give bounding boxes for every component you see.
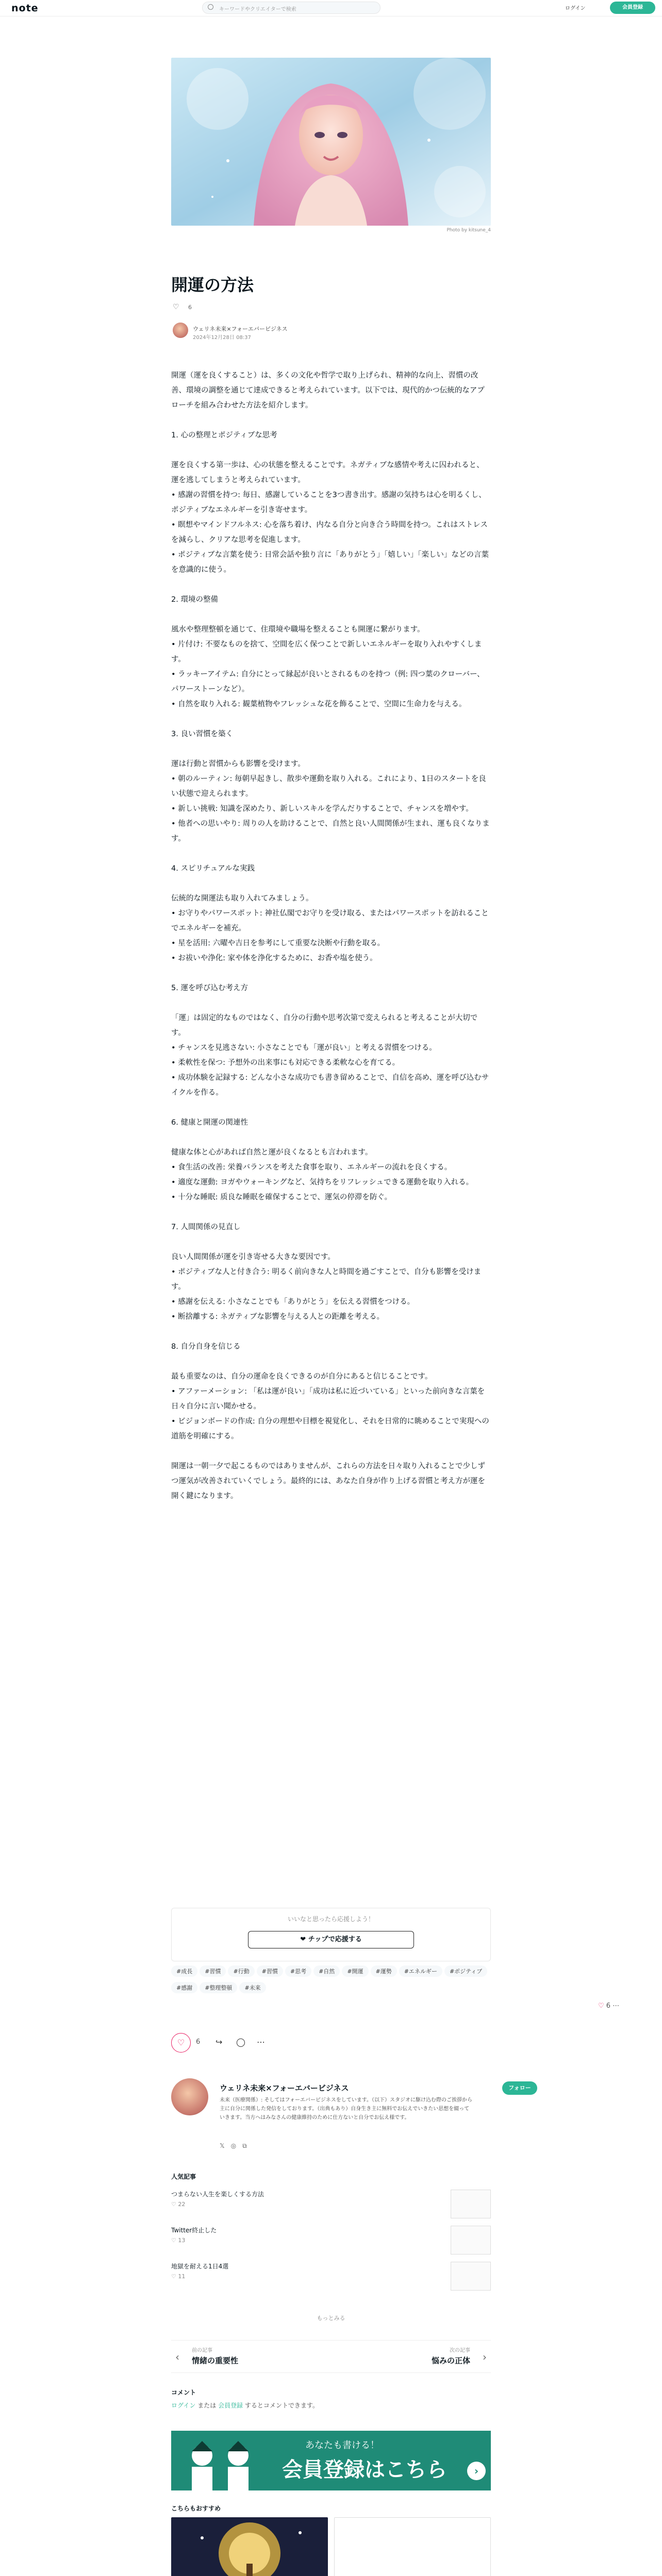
- heart-icon: ♡: [598, 2002, 604, 2010]
- paragraph: 伝統的な開運法も取り入れてみましょう。: [171, 894, 313, 903]
- paragraph: • 朝のルーティン: 毎朝早起きし、散歩や運動を取り入れる。これにより、1日のスタートを良い状態で迎えられます。: [171, 775, 486, 798]
- comment-login-prompt: [171, 2401, 491, 2410]
- paragraph: 運は行動と習慣からも影響を受けます。: [171, 760, 305, 768]
- list-item[interactable]: [171, 2190, 491, 2221]
- tag-chip[interactable]: #整理整頓: [200, 1982, 237, 1993]
- spacer: [171, 712, 491, 727]
- like-button[interactable]: ♡: [171, 2033, 191, 2053]
- paragraph: • 適度な運動: ヨガやウォーキングなど、気持ちをリフレッシュできる運動を取り入れる。: [171, 1178, 474, 1187]
- share-icon[interactable]: ↪: [216, 2037, 223, 2047]
- search-icon: [208, 4, 213, 10]
- paragraph: • 自然を取り入れる: 観葉植物やフレッシュな花を飾ることで、空間に生命力を与える。: [171, 700, 467, 708]
- profile-description: 未来（医療関係）: そしてはフォーエバービジネスをしています。（以下）スタジオに駆け込む際のご挨拶から主に自分に関係した発信をしております。（出典もあり）自身生き主に無料でお伝えでいきたい思想を綴っていきます。当方へはみなさんの健康維持のために仕方ないと自分でお伝え様です。: [220, 2097, 472, 2121]
- floating-like[interactable]: ♡ 6 ⋯: [598, 2002, 620, 2010]
- paragraph: • アファーメーション: 「私は運が良い」「成功は私に近づいている」といった前向きな言葉を日々自分に言い聞かせる。: [171, 1387, 485, 1411]
- spacer: [171, 742, 491, 757]
- comment-login-link[interactable]: ログイン: [171, 2402, 196, 2409]
- paragraph: 6. 健康と開運の関連性: [171, 1118, 248, 1127]
- recommend-card[interactable]: [171, 2517, 328, 2576]
- tag-list: [171, 1965, 491, 1998]
- paragraph: 4. スピリチュアルな実践: [171, 865, 255, 873]
- profile-name[interactable]: ウェリネ未来×フォーエバービジネス: [220, 2083, 349, 2093]
- tag-chip[interactable]: #感謝: [171, 1982, 197, 1993]
- login-link[interactable]: ログイン: [565, 6, 586, 11]
- paragraph: 運を良くする第一歩は、心の状態を整えることです。ネガティブな感情や考えに囚われると、運を逃してしまうと考えられています。: [171, 461, 484, 484]
- arrow-right-icon[interactable]: ›: [467, 2462, 486, 2480]
- spacer: [171, 846, 491, 861]
- next-article-link[interactable]: 悩みの正体: [431, 2356, 470, 2365]
- like-count-bottom: 6: [196, 2038, 201, 2046]
- support-box: [171, 1908, 491, 1961]
- spacer: [171, 996, 491, 1011]
- paragraph: 2. 環境の整備: [171, 596, 218, 604]
- paragraph: • 成功体験を記録する: どんな小さな成功でも書き留めることで、自信を高め、運を呼び込むサイクルを作る。: [171, 1074, 489, 1097]
- signup-banner[interactable]: [171, 2431, 491, 2490]
- tag-chip[interactable]: #習慣: [200, 1965, 226, 1977]
- top-header: [0, 0, 662, 16]
- paragraph: • ビジョンボードの作成: 自分の理想や目標を視覚化し、それを日常的に眺めることで実現への道筋を明確にする。: [171, 1417, 489, 1440]
- floating-like-count: 6: [606, 2002, 611, 2010]
- comment-register-link[interactable]: 会員登録: [218, 2402, 243, 2409]
- author-avatar[interactable]: [173, 323, 188, 338]
- paragraph: 8. 自分自身を信じる: [171, 1343, 241, 1351]
- paragraph: 5. 運を呼び込む考え方: [171, 984, 248, 992]
- prev-article-link[interactable]: 情緒の重要性: [192, 2356, 239, 2365]
- paragraph: • ポジティブな言葉を使う: 日常会話や独り言に「ありがとう」「嬉しい」「楽しい」などの言葉を意識的に使う。: [171, 551, 489, 574]
- paragraph: • 十分な睡眠: 质良な睡眠を確保することで、運気の停滞を防ぐ。: [171, 1193, 392, 1201]
- search-placeholder: キーワードやクリエイターで検索: [219, 7, 296, 12]
- paragraph: 「運」は固定的なものではなく、自分の行動や思考次第で変えられると考えることが大切です。: [171, 1014, 478, 1037]
- spacer: [171, 1130, 491, 1145]
- item-likes: ♡ 22: [171, 2201, 186, 2208]
- comment-rest-text: するとコメントできます。: [244, 2402, 319, 2409]
- spacer: [171, 966, 491, 981]
- paragraph: • 星を活用: 六曜や吉日を参考にして重要な決断や行動を取る。: [171, 939, 385, 947]
- article-title: 開運の方法: [171, 275, 254, 295]
- paragraph: • チャンスを見逃さない: 小さなことでも「運が良い」と考える習慣をつける。: [171, 1044, 437, 1052]
- paragraph: 開運（運を良くすること）は、多くの文化や哲学で取り上げられ、精神的な向上、習慣の改善、環境の調整を通じて達成できると考えられています。以下では、現代的かつ伝統的なアプローチを組み合わせた方法を紹介します。: [171, 371, 485, 410]
- recommend-heading: こちらもおすすめ: [171, 2505, 221, 2512]
- spacer: [171, 876, 491, 891]
- paragraph: 健康な体と心があれば自然と運が良くなるとも言われます。: [171, 1148, 373, 1157]
- item-title: Twitter終止した: [171, 2227, 217, 2234]
- more-icon[interactable]: ⋯: [257, 2037, 265, 2047]
- chevron-left-icon[interactable]: ‹: [175, 2351, 179, 2363]
- follow-button[interactable]: フォロー: [502, 2081, 537, 2095]
- item-thumbnail: [451, 2190, 491, 2218]
- article-body: [171, 368, 491, 1504]
- paragraph: • 柔軟性を保つ: 予想外の出来事にも対応できる柔軟な心を育てる。: [171, 1059, 400, 1067]
- spacer: [171, 607, 491, 622]
- publish-date: 2024年12月28日 08:37: [193, 335, 251, 341]
- paragraph: • 感謝を伝える: 小さなことでも「ありがとう」を伝える習慣をつける。: [171, 1298, 415, 1306]
- register-button[interactable]: 会員登録: [610, 2, 655, 14]
- spacer: [171, 443, 491, 458]
- tag-chip[interactable]: #行動: [228, 1965, 254, 1977]
- paragraph: • 食生活の改善: 栄養バランスを考えた食事を取り、エネルギーの流れを良くする。: [171, 1163, 452, 1172]
- tag-chip[interactable]: #運勢: [371, 1965, 397, 1977]
- card-image: [334, 2517, 491, 2576]
- hero-image: [171, 58, 491, 226]
- paragraph: 1. 心の整理とポジティブな思考: [171, 431, 277, 439]
- banner-subtitle: あなたも書ける！: [305, 2440, 379, 2451]
- search-input[interactable]: [202, 2, 380, 14]
- paragraph: 良い人間関係が運を引き寄せる大きな要因です。: [171, 1253, 335, 1261]
- paragraph: • ポジティブな人と付き合う: 明るく前向きな人と時間を過ごすことで、自分も影響を受けます。: [171, 1268, 482, 1291]
- item-thumbnail: [451, 2262, 491, 2291]
- tag-chip[interactable]: #習慣: [257, 1965, 283, 1977]
- spacer: [171, 1100, 491, 1115]
- comments-section: [171, 2388, 491, 2410]
- spacer: [171, 413, 491, 428]
- note-logo[interactable]: note: [11, 3, 39, 14]
- paragraph: 開運は一朝一夕で起こるものではありませんが、これらの方法を日々取り入れることで少しずつ運気が改善されていくでしょう。最終的には、あなた自身が作り上げる習慣と考え方が運を開く鍵になります。: [171, 1462, 485, 1500]
- chevron-right-icon[interactable]: ›: [483, 2351, 487, 2363]
- item-title: 地獄を耐える1日4選: [171, 2263, 229, 2270]
- social-icons: [220, 2142, 253, 2150]
- tag-chip[interactable]: #思考: [285, 1965, 311, 1977]
- tag-chip[interactable]: #エネルギー: [399, 1965, 442, 1977]
- card-image: [171, 2517, 328, 2576]
- x-icon[interactable]: 𝕏: [220, 2142, 231, 2149]
- popular-list: [171, 2172, 491, 2280]
- item-title: つまらない人生を楽しくする方法: [171, 2191, 264, 2198]
- paragraph: • 断捨離する: ネガティブな影響を与える人との距離を考える。: [171, 1313, 384, 1321]
- paragraph: • 感謝の習慣を持つ: 毎日、感謝していることを3つ書き出す。感謝の気持ちは心を明るくし、ポジティブなエネルギーを引き寄せます。: [171, 491, 486, 514]
- spacer: [171, 1235, 491, 1250]
- link-icon[interactable]: ⧉: [242, 2142, 253, 2149]
- or-text: または: [197, 2402, 217, 2409]
- paragraph: 7. 人間関係の見直し: [171, 1223, 241, 1231]
- paragraph: • 新しい挑戦: 知識を深めたり、新しいスキルを学んだりすることで、チャンスを増やす。: [171, 805, 473, 813]
- paragraph: 最も重要なのは、自分の運命を良くできるのが自分にあると信じることです。: [171, 1372, 433, 1381]
- instagram-icon[interactable]: ◎: [230, 2142, 243, 2149]
- banner-title: 会員登録はこちら: [282, 2458, 447, 2482]
- paragraph: • お祓いや浄化: 家や体を浄化するために、お香や塩を使う。: [171, 954, 377, 962]
- paragraph: • 他者への思いやり: 周りの人を助けることで、自然と良い人間関係が生まれ、運も良くなります。: [171, 820, 490, 843]
- comments-heading: コメント: [171, 2389, 196, 2396]
- spacer: [171, 1444, 491, 1459]
- item-thumbnail: [451, 2226, 491, 2255]
- tag-chip[interactable]: #未来: [239, 1982, 266, 1993]
- banner-illustration: [171, 2431, 274, 2490]
- article-nav: [171, 2340, 491, 2373]
- tag-chip[interactable]: #開運: [342, 1965, 368, 1977]
- recommend-card[interactable]: [334, 2517, 491, 2576]
- spacer: [171, 1205, 491, 1220]
- popular-heading: 人気記事: [171, 2173, 196, 2180]
- paragraph: 風水や整理整頓を通じて、住環境や職場を整えることも開運に繋がります。: [171, 625, 425, 634]
- paragraph: • お守りやパワースポット: 神社仏閣でお守りを受け取る、またはパワースポットを訪れることでエネルギーを補充。: [171, 909, 489, 933]
- tag-chip[interactable]: #自然: [313, 1965, 340, 1977]
- tag-chip[interactable]: #ポジティブ: [444, 1965, 487, 1977]
- prev-label: 前の記事: [192, 2348, 212, 2353]
- item-likes: ♡ 13: [171, 2237, 186, 2244]
- list-item[interactable]: [171, 2262, 491, 2293]
- list-item[interactable]: [171, 2226, 491, 2257]
- tag-chip[interactable]: #成長: [171, 1965, 197, 1977]
- like-count: 6: [188, 304, 192, 311]
- profile-avatar[interactable]: [171, 2078, 208, 2115]
- tip-button[interactable]: ❤ チップで応援する: [248, 1931, 414, 1948]
- item-likes: ♡ 11: [171, 2273, 186, 2280]
- more-link[interactable]: もっとみる: [317, 2315, 345, 2321]
- tip-button-label: チップで応援する: [308, 1936, 362, 1943]
- spacer: [171, 1354, 491, 1369]
- paragraph: • ラッキーアイテム: 自分にとって縁起が良いとされるものを持つ（例: 四つ葉のクローバー、パワーストーンなど）。: [171, 670, 485, 693]
- paragraph: • 片付け: 不要なものを捨て、空間を広く保つことで新しいエネルギーを取り入れやすくします。: [171, 640, 482, 664]
- support-text: いいなと思ったら応援しよう！: [287, 1916, 374, 1923]
- heart-icon[interactable]: ♡: [173, 303, 179, 311]
- comment-icon[interactable]: ◯: [236, 2037, 245, 2047]
- spacer: [171, 1325, 491, 1340]
- photo-credit[interactable]: Photo by kitsune_4: [446, 228, 491, 233]
- next-label: 次の記事: [450, 2348, 470, 2353]
- paragraph: • 瞑想やマインドフルネス: 心を落ち着け、内なる自分と向き合う時間を持つ。これはストレスを減らし、クリアな思考を促進します。: [171, 521, 488, 544]
- spacer: [171, 578, 491, 592]
- author-name[interactable]: ウェリネ未来×フォーエバービジネス: [193, 326, 288, 332]
- paragraph: 3. 良い習慣を築く: [171, 730, 233, 738]
